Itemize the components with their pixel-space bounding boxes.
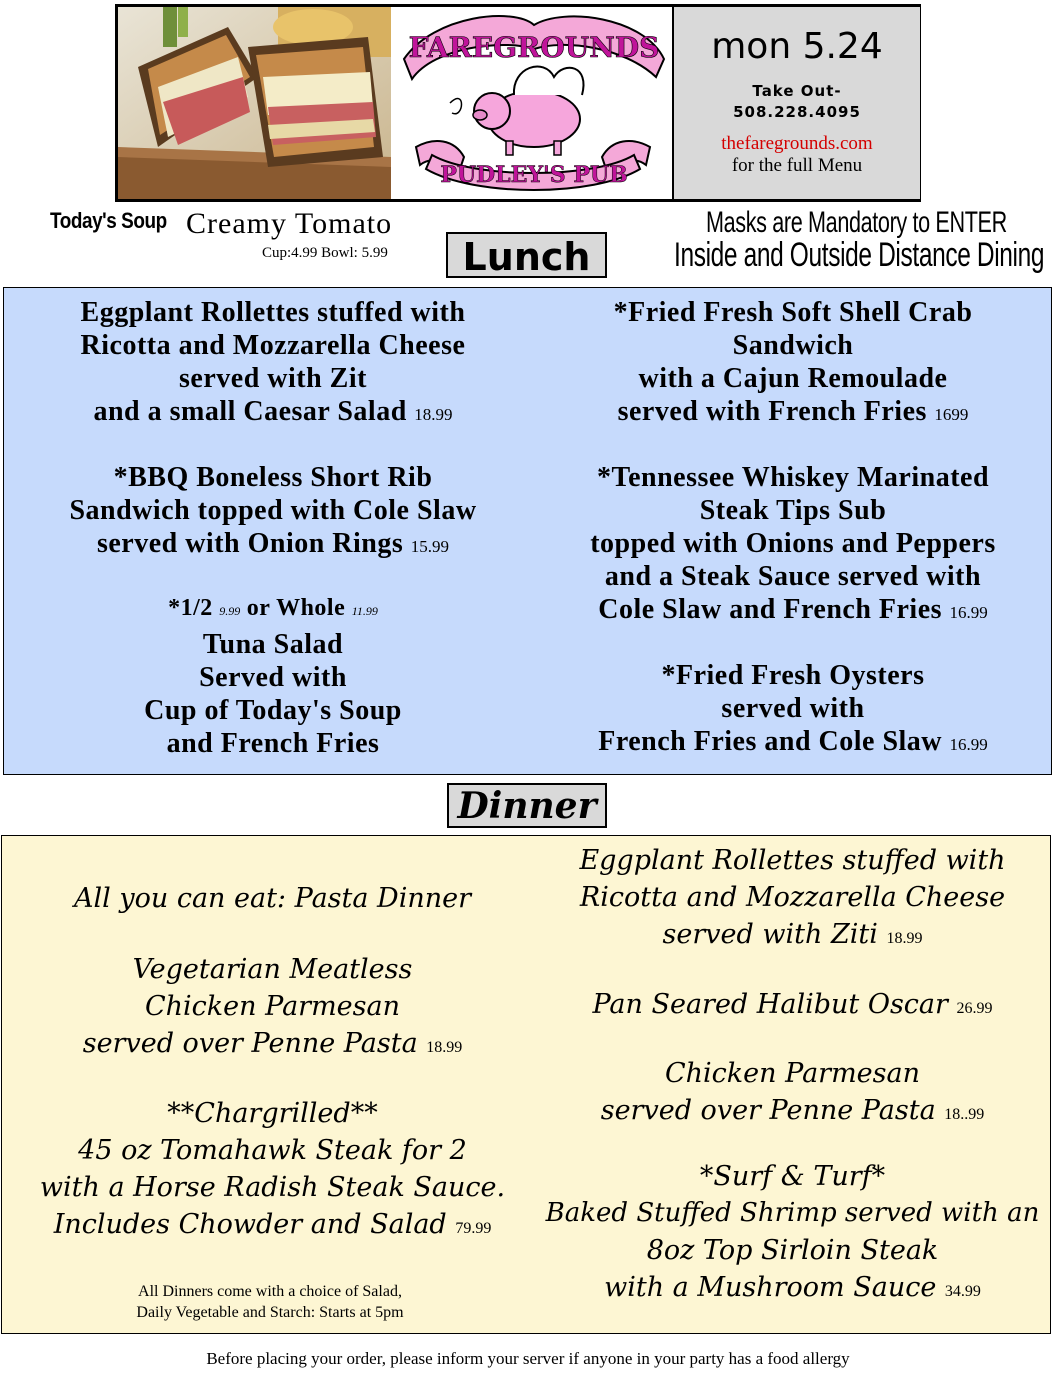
item-line: served with Onion Rings	[96, 528, 404, 559]
item-price: 16.99	[949, 735, 988, 754]
item-line: Sandwich topped with Cole Slaw	[69, 495, 477, 526]
item-line: **Chargrilled**	[167, 1098, 378, 1129]
dinner-note	[40, 1281, 500, 1323]
item-line: All you can eat: Pasta Dinner	[73, 883, 471, 914]
lunch-item-tuna-salad	[20, 592, 526, 760]
note-line: All Dinners come with a choice of Salad,	[138, 1283, 402, 1300]
item-line: Eggplant Rollettes stuffed with	[80, 297, 466, 328]
item-price: 18.99	[426, 1039, 463, 1056]
lunch-heading: Lunch	[446, 232, 607, 278]
item-line: served over Penne Pasta	[82, 1028, 418, 1059]
item-line: Ricotta and Mozzarella Cheese	[579, 882, 1006, 913]
item-line: topped with Onions and Peppers	[590, 528, 996, 559]
item-line: with a Mushroom Sauce	[604, 1272, 937, 1303]
item-line: *Tennessee Whiskey Marinated	[596, 462, 990, 493]
whole-price: 11.99	[351, 604, 378, 618]
item-line: Steak Tips Sub	[699, 495, 887, 526]
item-price: 26.99	[956, 1000, 993, 1017]
dinner-item-tomahawk-steak	[20, 1095, 525, 1247]
item-line: Ricotta and Mozzarella Cheese	[80, 330, 466, 361]
item-price: 79.99	[455, 1220, 492, 1237]
item-line: Baked Stuffed Shrimp served with an	[545, 1198, 1040, 1228]
item-line: Includes Chowder and Salad	[53, 1209, 447, 1240]
item-line: Cole Slaw and French Fries	[598, 594, 943, 625]
takeout-label: Take Out-	[752, 82, 842, 100]
dinner-heading: Dinner	[447, 783, 607, 828]
item-price: 15.99	[410, 537, 450, 556]
dinner-item-halibut	[535, 986, 1050, 1027]
item-line: Vegetarian Meatless	[132, 954, 413, 985]
item-line: served with Ziti	[662, 919, 878, 950]
half-label: *1/2	[168, 595, 213, 621]
item-line: served with Zit	[179, 363, 367, 394]
faregrounds-pudleys-pub-logo	[394, 7, 672, 199]
item-line: and French Fries	[166, 728, 380, 759]
half-price: 9.99	[219, 604, 241, 618]
item-price: 18..99	[944, 1106, 985, 1123]
allergy-notice: Before placing your order, please inform your server if anyone in your party has a food allergy	[206, 1349, 850, 1368]
item-line: served with	[721, 693, 865, 724]
item-line: *Fried Fresh Oysters	[661, 660, 925, 691]
menu-date: mon 5.24	[711, 26, 883, 67]
item-price: 18.99	[414, 405, 453, 424]
date-contact-panel	[672, 7, 920, 199]
reuben-sandwich-photo	[118, 7, 391, 199]
lunch-item-steak-tips	[540, 461, 1046, 629]
dinner-item-vegetarian-parmesan	[20, 951, 525, 1066]
dinner-item-pasta-dinner	[20, 880, 525, 917]
item-price: 34.99	[944, 1283, 981, 1300]
item-price: 1699	[934, 405, 969, 424]
logo-top-text: FAREGROUNDS	[408, 31, 660, 64]
item-line: Tuna Salad	[202, 629, 344, 660]
item-line: with a Horse Radish Steak Sauce.	[39, 1172, 506, 1203]
item-line: Cup of Today's Soup	[144, 695, 402, 726]
item-line: French Fries and Cole Slaw	[598, 726, 943, 757]
item-price: 16.99	[949, 603, 988, 622]
item-line: and a Steak Sauce served with	[604, 561, 982, 592]
item-line: *Surf & Turf*	[699, 1161, 886, 1192]
lunch-item-short-rib	[20, 461, 526, 563]
lunch-item-soft-shell-crab	[540, 296, 1046, 431]
soup-name: Creamy Tomato	[186, 207, 393, 240]
item-line: *Fried Fresh Soft Shell Crab	[613, 297, 973, 328]
full-menu-text: for the full Menu	[731, 155, 863, 176]
soup-label: Today's Soup	[50, 208, 167, 233]
item-line: Chicken Parmesan	[665, 1058, 920, 1089]
item-line: Sandwich	[732, 330, 854, 361]
mask-notice-line2: Inside and Outside Distance Dining	[674, 236, 1045, 274]
whole-label: or Whole	[246, 595, 346, 621]
item-line: *BBQ Boneless Short Rib	[113, 462, 433, 493]
item-line: and a small Caesar Salad	[93, 396, 407, 427]
item-line: with a Cajun Remoulade	[638, 363, 948, 394]
lunch-item-eggplant	[20, 296, 526, 431]
note-line: Daily Vegetable and Starch: Starts at 5pm	[136, 1304, 404, 1321]
item-line: Chicken Parmesan	[145, 991, 400, 1022]
item-line: Pan Seared Halibut Oscar	[592, 989, 948, 1020]
item-line: 8oz Top Sirloin Steak	[646, 1235, 939, 1266]
website-link[interactable]: thefaregrounds.com	[721, 133, 873, 154]
lunch-item-oysters	[540, 659, 1046, 761]
dinner-item-surf-and-turf	[535, 1158, 1050, 1310]
dinner-item-chicken-parmesan	[535, 1055, 1050, 1133]
soup-price: Cup:4.99 Bowl: 5.99	[262, 245, 388, 261]
phone-number[interactable]: 508.228.4095	[733, 103, 861, 121]
item-line: served over Penne Pasta	[600, 1095, 936, 1126]
item-line: served with French Fries	[617, 396, 927, 427]
dinner-item-eggplant	[535, 842, 1050, 957]
item-line: Eggplant Rollettes stuffed with	[579, 845, 1006, 876]
logo-bottom-text: PUDLEY'S PUB	[440, 162, 628, 188]
item-price: 18.99	[886, 930, 923, 947]
item-line: Served with	[199, 662, 347, 693]
item-line: 45 oz Tomahawk Steak for 2	[78, 1135, 467, 1166]
mask-notice-line1: Masks are Mandatory to ENTER	[706, 206, 1007, 239]
